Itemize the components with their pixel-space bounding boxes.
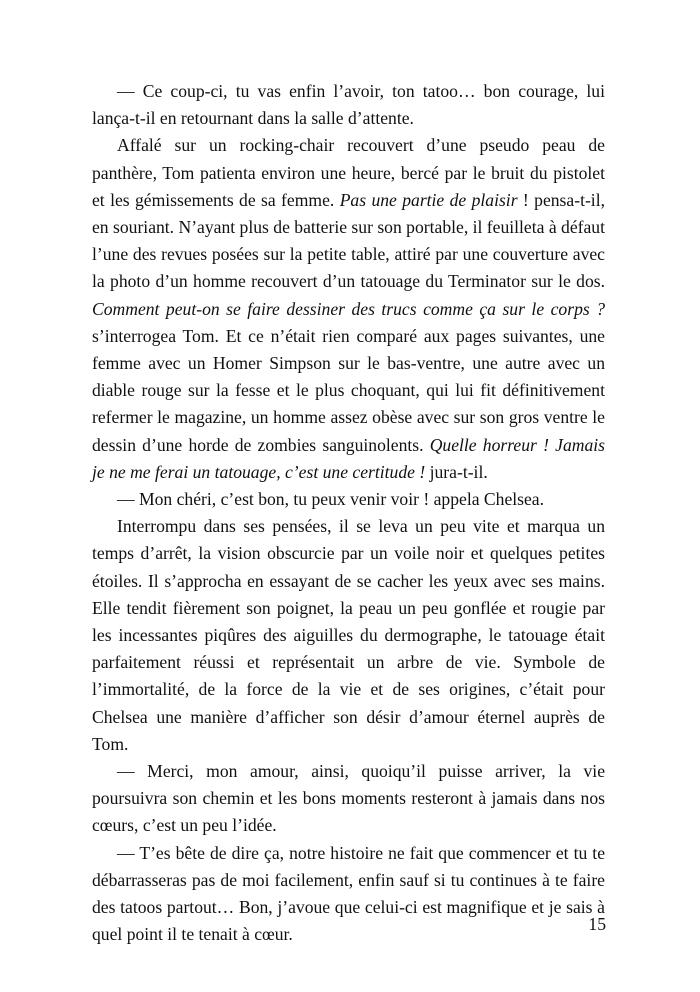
text-run: ! pensa-t-il, en souriant. N’ayant plus de batterie sur son portable, il feuilleta à défaut l’une des revues posées sur la petite table, attiré par une couverture avec la photo d’un homme recouvert d’un tatouage du Terminator sur le dos. (92, 189, 605, 292)
page-body (92, 78, 605, 949)
paragraph (92, 513, 605, 758)
paragraph (92, 78, 605, 132)
text-run: — T’es bête de dire ça, notre histoire ne fait que commencer et tu te débarrasseras pas de moi facilement, enfin sauf si tu continues à te faire des tatoos partout… Bon, j’avoue que celui-ci est magnifique et je sais à quel point il te tenait à cœur. (92, 842, 605, 945)
text-run: Interrompu dans ses pensées, il se leva un peu vite et marqua un temps d’arrêt, la vision obscurcie par un voile noir et quelques petites étoiles. Il s’approcha en essayant de se cacher les yeux avec ses mains. Elle tendit fièrement son poignet, la peau un peu gonflée et rougie par les incessantes piqûres des aiguilles du dermographe, le tatouage était parfaitement réussi et représentait un arbre de vie. Symbole de l’immortalité, de la force de la vie et de ses origines, c’était pour Chelsea une manière d’afficher son désir d’amour éternel auprès de Tom. (92, 516, 605, 754)
page-number: 15 (588, 914, 606, 934)
text-run: s’interrogea Tom. Et ce n’était rien comparé aux pages suivantes, une femme avec un Homer Simpson sur le bas-ventre, une autre avec un diable rouge sur la fesse et le plus choquant, qui lui fit définitivement refermer le magazine, un homme assez obèse avec sur son gros ventre le dessin d’une horde de zombies sanguinolents. (92, 325, 605, 455)
paragraph (92, 758, 605, 840)
paragraph (92, 132, 605, 486)
italic-run: Quelle horreur ! Jamais je ne me ferai un tatouage, c’est une certitude ! (92, 434, 605, 482)
italic-run: Pas une partie de plaisir (339, 189, 518, 210)
text-run: — Ce coup-ci, tu vas enfin l’avoir, ton tatoo… bon courage, lui lança-t-il en retournant dans la salle d’attente. (92, 81, 605, 129)
text-run: — Mon chéri, c’est bon, tu peux venir voir ! appela Chelsea. (117, 489, 545, 510)
italic-run: Comment peut-on se faire dessiner des trucs comme ça sur le corps ? (92, 298, 605, 319)
paragraph (92, 840, 605, 949)
paragraph (92, 486, 605, 513)
text-run: — Merci, mon amour, ainsi, quoiqu’il puisse arriver, la vie poursuivra son chemin et les bons moments resteront à jamais dans nos cœurs, c’est un peu l’idée. (92, 761, 605, 836)
text-run: Affalé sur un rocking-chair recouvert d’une pseudo peau de panthère, Tom patienta environ une heure, bercé par le bruit du pistolet et les gémissements de sa femme. (92, 135, 605, 210)
text-run: jura-t-il. (425, 461, 488, 482)
